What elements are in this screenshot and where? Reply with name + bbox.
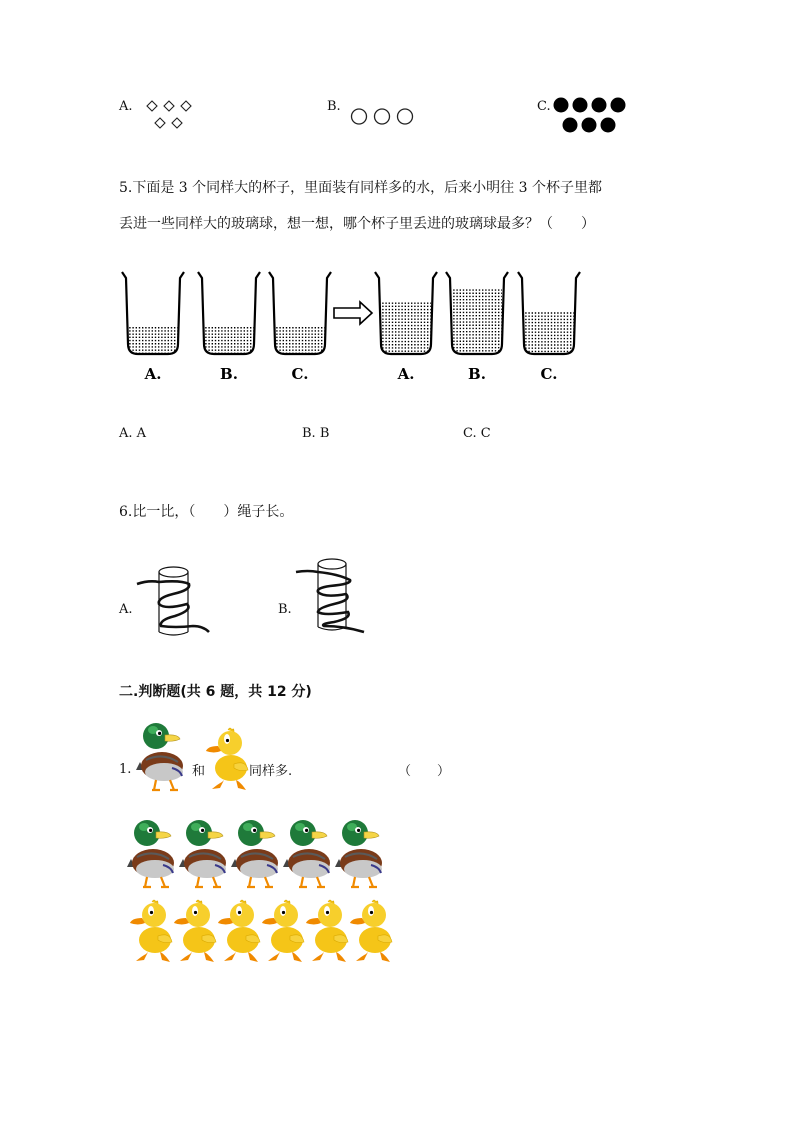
mallard-icon: [283, 815, 335, 893]
rope-cylinder-a-figure: [135, 560, 215, 640]
q5-answer-c[interactable]: C. C: [463, 426, 491, 441]
mallard-icon: [136, 718, 188, 796]
j1-same-text: 同样多.: [249, 764, 293, 779]
mallard-icon: [127, 815, 179, 893]
beaker-before-b: [198, 272, 260, 354]
q6-option-a-label: A.: [119, 602, 133, 617]
duckling-icon: [262, 898, 308, 966]
duckling-icon: [130, 898, 176, 966]
hollow-circles-figure: [349, 106, 419, 128]
j1-and-text: 和: [192, 764, 206, 779]
q5-answer-a[interactable]: A. A: [119, 426, 147, 441]
beaker-label: C.: [540, 365, 558, 383]
section2-heading: 二.判断题(共 6 题，共 12 分): [119, 684, 312, 700]
duckling-icon: [350, 898, 396, 966]
q4-option-c-label: C.: [537, 99, 551, 114]
q6-stem: 6.比一比，（ ）绳子长。: [119, 504, 294, 520]
beaker-before-a: [122, 272, 184, 354]
j1-number: 1.: [119, 762, 132, 777]
mallard-icon: [179, 815, 231, 893]
q4-option-a-label: A.: [119, 99, 133, 114]
mallard-icon: [231, 815, 283, 893]
q6-option-b-label: B.: [278, 602, 292, 617]
duckling-icon: [206, 726, 252, 794]
j1-answer-paren[interactable]: （ ）: [398, 764, 451, 779]
beaker-after-b: [446, 272, 508, 354]
rope-cylinder-b-figure: [294, 552, 374, 637]
beaker-label: A.: [144, 365, 162, 383]
duckling-icon: [174, 898, 220, 966]
q5-stem-line1: 5.下面是 3 个同样大的杯子，里面装有同样多的水，后来小明往 3 个杯子里都: [119, 180, 602, 196]
beaker-after-a: [375, 272, 437, 354]
solid-dots-figure: [551, 96, 631, 136]
beakers-figure: [120, 268, 585, 386]
duckling-icon: [306, 898, 352, 966]
q5-stem-line2: 丢进一些同样大的玻璃球，想一想，哪个杯子里丢进的玻璃球最多？（ ）: [119, 216, 595, 232]
beaker-label: A.: [397, 365, 415, 383]
beaker-label: B.: [220, 365, 238, 383]
mallard-row: [127, 815, 397, 893]
mallard-icon: [335, 815, 387, 893]
duckling-icon: [218, 898, 264, 966]
arrow-right-icon: [334, 302, 372, 324]
beaker-label: C.: [291, 365, 309, 383]
beaker-label: B.: [468, 365, 486, 383]
q4-option-b-label: B.: [327, 99, 341, 114]
beaker-after-c: [518, 272, 580, 354]
beaker-before-c: [269, 272, 331, 354]
duckling-row: [130, 898, 400, 970]
q5-answer-b[interactable]: B. B: [302, 426, 330, 441]
diamonds-figure: [144, 100, 199, 134]
